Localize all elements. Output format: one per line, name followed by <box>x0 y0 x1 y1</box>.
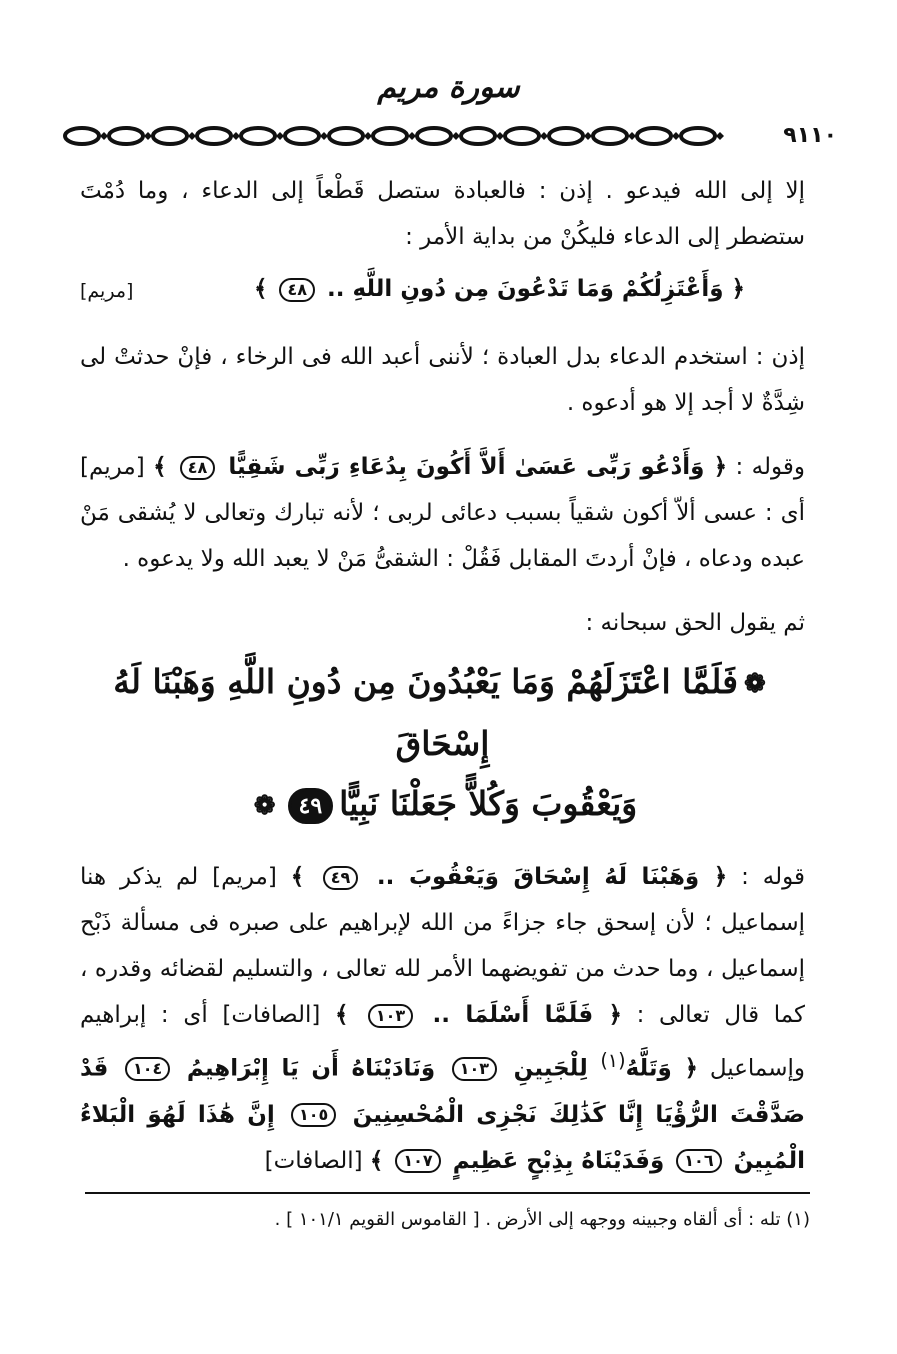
paragraph-3 <box>80 444 805 582</box>
chain-diamond <box>232 132 240 140</box>
chain-link <box>417 128 451 144</box>
chain-diamond <box>100 132 108 140</box>
p3-source: [مريم] <box>80 454 154 480</box>
chain-link <box>461 128 495 144</box>
verse-close: ﴾ <box>253 276 276 302</box>
featured-verse-line-1 <box>80 652 805 774</box>
chain-diamond <box>408 132 416 140</box>
p3-rest: أى : عسى ألاّ أكون شقياً بسبب دعائى لربى ؛ لأنه تبارك وتعالى لا يُشقى مَنْ عبده ودعاه ، فإنْ أردتَ المقابل فَقُلْ : الشقىُّ مَنْ لا يعبد الله ولا يدعوه . <box>80 500 805 572</box>
chain-diamond <box>540 132 548 140</box>
verse-line-1-text: فَلَمَّا اعْتَزَلَهُمْ وَمَا يَعْبُدُونَ مِن دُونِ اللَّهِ وَهَبْنَا لَهُ إِسْحَاقَ <box>113 662 738 763</box>
p5-after: أى : إبراهيم وإسماعيل <box>80 1002 805 1082</box>
ayah-number: ٤٨ <box>180 456 216 480</box>
verse-block-1 <box>80 266 805 316</box>
p5-verse-3g: ﴾ <box>369 1147 392 1174</box>
chain-link <box>241 128 275 144</box>
chain-diamond <box>144 132 152 140</box>
chain-diamond <box>188 132 196 140</box>
p5-verse: ﴿ وَهَبْنَا لَهُ إِسْحَاقَ وَيَعْقُوبَ .. <box>362 864 728 890</box>
chain-link <box>593 128 627 144</box>
chain-link <box>109 128 143 144</box>
ayah-number: ١٠٥ <box>291 1103 336 1127</box>
ayah-number: ١٠٣ <box>452 1057 497 1081</box>
chain-link <box>637 128 671 144</box>
p5-verse-3e: إِنَّ هَٰذَا لَهُوَ الْبَلاءُ الْمُبِينُ <box>80 1101 805 1174</box>
p5-verse-2-close: ﴾ <box>335 1002 364 1028</box>
chain-diamond <box>276 132 284 140</box>
p5-verse-3c: وَنَادَيْنَاهُ أَن يَا إِبْرَاهِيمُ <box>174 1055 448 1082</box>
verse-source: [مريم] <box>80 280 134 302</box>
chain-diamond <box>716 132 724 140</box>
paragraph-2: إذن : استخدم الدعاء بدل العبادة ؛ لأننى أعبد الله فى الرخاء ، فإنْ حدثتْ لى شِدَّةٌ لا أجد إلا هو أدعوه . <box>80 344 805 416</box>
chain-link <box>65 128 99 144</box>
p5-source-3: [الصافات] <box>264 1147 370 1174</box>
featured-verse <box>80 652 805 836</box>
verse-ornament-icon: ❁ <box>253 791 276 821</box>
paragraph-5 <box>80 854 805 1184</box>
chain-diamond <box>364 132 372 140</box>
p5-rest: [مريم] لم يذكر هنا إسماعيل ؛ لأن إسحق جاء جزاءً من الله لإبراهيم على صبره فى مسألة ذَبْح إسماعيل ، وما حدث من تفويضهما الأمر لله تعالى ، والتسليم لقضائه وقدره ، كما قال تعالى : <box>80 864 806 1028</box>
chain-link <box>681 128 715 144</box>
featured-ayah-number: ٤٩ <box>288 788 334 824</box>
chain-diamond <box>452 132 460 140</box>
page-number: ٩١١٠ <box>737 122 837 150</box>
ayah-number: ١٠٦ <box>676 1149 721 1173</box>
p3-verse-close: ﴾ <box>153 454 176 480</box>
chain-link <box>549 128 583 144</box>
p5-source-2: [الصافات] <box>222 1002 335 1028</box>
chain-diamond <box>320 132 328 140</box>
verse-text: ﴿ وَأَعْتَزِلُكُمْ وَمَا تَدْعُونَ مِن دُونِ اللَّهِ .. <box>318 276 745 302</box>
quran-verse <box>254 266 745 312</box>
ayah-number: ١٠٣ <box>368 1004 413 1028</box>
ayah-number: ٤٨ <box>279 278 315 302</box>
ayah-number: ٤٩ <box>323 866 359 890</box>
chain-diamond <box>584 132 592 140</box>
chain-link <box>153 128 187 144</box>
chain-ornament-icon <box>60 120 840 152</box>
chain-link <box>197 128 231 144</box>
chain-link <box>329 128 363 144</box>
paragraph-1: إلا إلى الله فيدعو . إذن : فالعبادة ستصل قَطْعاً إلى الدعاء ، وما دُمْتَ ستضطر إلى الدعاء فليكُنْ من بداية الأمر : <box>80 178 805 250</box>
surah-title: سورة مريم <box>377 70 520 105</box>
p3-verse: ﴿ وَأَدْعُو رَبِّى عَسَىٰ أَلاَّ أَكُونَ بِدُعَاءِ رَبِّى شَقِيًّا <box>219 454 728 480</box>
chain-link <box>285 128 319 144</box>
footnote-marker: (١) <box>600 1049 626 1072</box>
p3-intro: وقوله : <box>727 454 805 480</box>
featured-verse-line-2 <box>80 774 805 836</box>
p5-verse-3d: قَدْ صَدَّقْتَ الرُّؤْيَا إِنَّا كَذَٰلِكَ نَجْزِى الْمُحْسِنِينَ <box>80 1055 805 1128</box>
p5-verse-close: ﴾ <box>290 864 319 890</box>
p5-verse-2: ﴿ فَلَمَّا أَسْلَمَا .. <box>417 1002 622 1028</box>
p5-verse-3a: ﴿ وَتَلَّهُ <box>625 1055 698 1082</box>
chain-diamond <box>672 132 680 140</box>
verse-line-2-text: وَيَعْقُوبَ وَكُلاًّ جَعَلْنَا نَبِيًّا <box>339 784 638 823</box>
page-body <box>80 168 805 1184</box>
ornamental-border <box>60 120 840 152</box>
chain-diamond <box>628 132 636 140</box>
ayah-number: ١٠٤ <box>125 1057 170 1081</box>
chain-diamond <box>496 132 504 140</box>
paragraph-4: ثم يقول الحق سبحانه : <box>585 610 805 636</box>
ayah-number: ١٠٧ <box>395 1149 440 1173</box>
p5-verse-3b: لِلْجَبِينِ <box>501 1055 601 1082</box>
verse-ornament-icon: ❁ <box>743 669 766 699</box>
chain-link <box>373 128 407 144</box>
footnote: (١) تله : أى ألقاه وجبينه ووجهه إلى الأرض . [ القاموس القويم ١٠١/١ ] . <box>274 1209 810 1230</box>
chain-link <box>505 128 539 144</box>
footnote-divider <box>85 1192 810 1194</box>
p5-intro: قوله : <box>727 864 806 890</box>
p5-verse-3f: وَفَدَيْنَاهُ بِذِبْحٍ عَظِيمٍ <box>444 1147 673 1174</box>
